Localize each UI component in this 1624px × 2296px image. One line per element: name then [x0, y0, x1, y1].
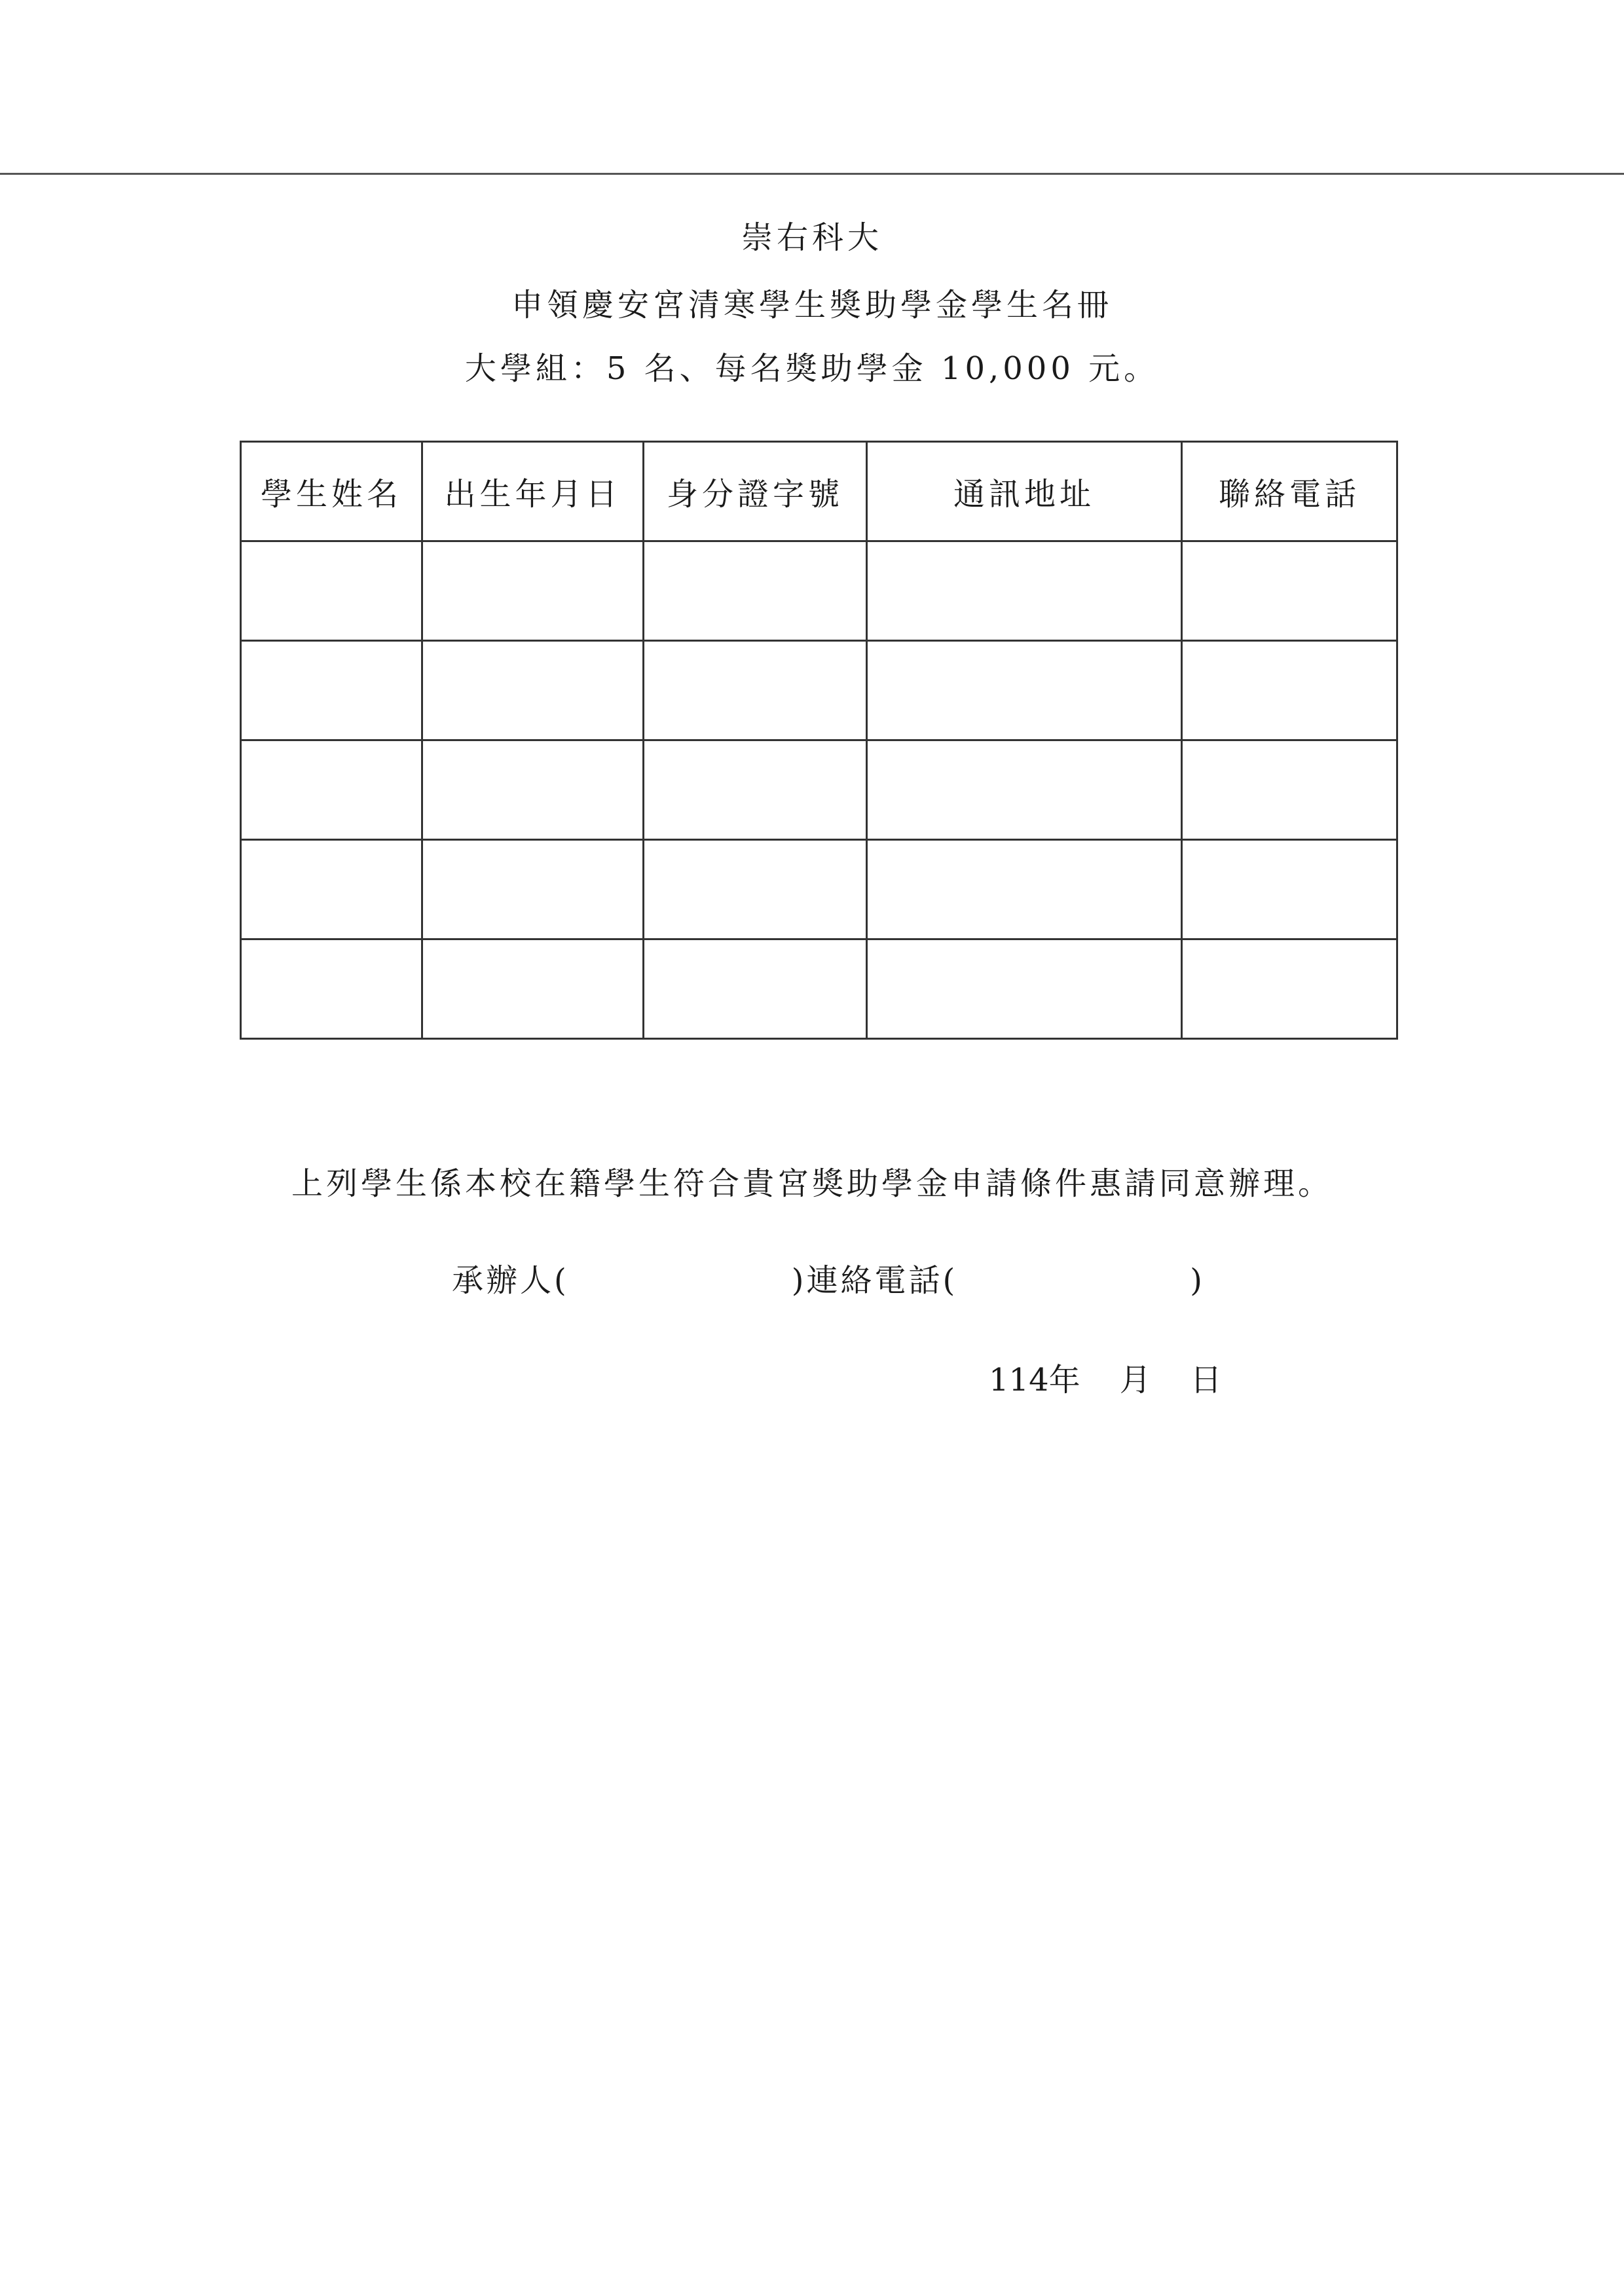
student-roster-table — [240, 441, 1398, 1040]
table-cell[interactable] — [644, 840, 867, 939]
table-cell[interactable] — [644, 939, 867, 1039]
column-header-address: 通訊地址 — [867, 442, 1182, 541]
table-cell[interactable] — [1182, 939, 1397, 1039]
table-row — [241, 641, 1397, 740]
table-cell[interactable] — [241, 840, 422, 939]
table-cell[interactable] — [644, 541, 867, 641]
table-cell[interactable] — [1182, 740, 1397, 840]
table-row — [241, 740, 1397, 840]
date-year: 114 — [989, 1362, 1049, 1398]
table-cell[interactable] — [1182, 641, 1397, 740]
table-cell[interactable] — [422, 939, 644, 1039]
handler-label: 承辦人( — [452, 1262, 569, 1299]
date-day-unit: 日 — [1190, 1362, 1222, 1398]
table-cell[interactable] — [867, 939, 1182, 1039]
table-cell[interactable] — [422, 840, 644, 939]
table-cell[interactable] — [867, 740, 1182, 840]
table-cell[interactable] — [867, 840, 1182, 939]
table-cell[interactable] — [644, 740, 867, 840]
date-month-unit: 月 — [1119, 1362, 1151, 1398]
column-header-birthdate: 出生年月日 — [422, 442, 644, 541]
table-cell[interactable] — [422, 641, 644, 740]
phone-label: )連絡電話( — [791, 1262, 958, 1299]
table-cell[interactable] — [867, 641, 1182, 740]
phone-close-paren: ) — [1190, 1262, 1205, 1299]
quota-line: 大學組：5 名、每名獎助學金 10,000 元。 — [464, 350, 1160, 387]
table-row — [241, 840, 1397, 939]
table-cell[interactable] — [1182, 840, 1397, 939]
table-cell[interactable] — [241, 939, 422, 1039]
table-cell[interactable] — [422, 541, 644, 641]
date-line — [989, 1360, 1222, 1400]
form-title: 申領慶安宮清寒學生獎助學金學生名冊 — [511, 287, 1113, 323]
table-cell[interactable] — [422, 740, 644, 840]
table-row — [241, 541, 1397, 641]
table-cell[interactable] — [867, 541, 1182, 641]
table-row — [241, 939, 1397, 1039]
handler-line — [452, 1261, 1205, 1300]
table-cell[interactable] — [241, 541, 422, 641]
table-header-row — [241, 442, 1397, 541]
table-cell[interactable] — [644, 641, 867, 740]
date-year-unit: 年 — [1048, 1362, 1080, 1398]
column-header-phone: 聯絡電話 — [1182, 442, 1397, 541]
top-rule — [0, 173, 1624, 175]
table-cell[interactable] — [241, 641, 422, 740]
school-name: 崇右科大 — [741, 219, 883, 256]
certification-statement: 上列學生係本校在籍學生符合貴宮獎助學金申請條件惠請同意辦理。 — [291, 1165, 1333, 1202]
table-cell[interactable] — [241, 740, 422, 840]
column-header-id-number: 身分證字號 — [644, 442, 867, 541]
table-cell[interactable] — [1182, 541, 1397, 641]
column-header-name: 學生姓名 — [241, 442, 422, 541]
